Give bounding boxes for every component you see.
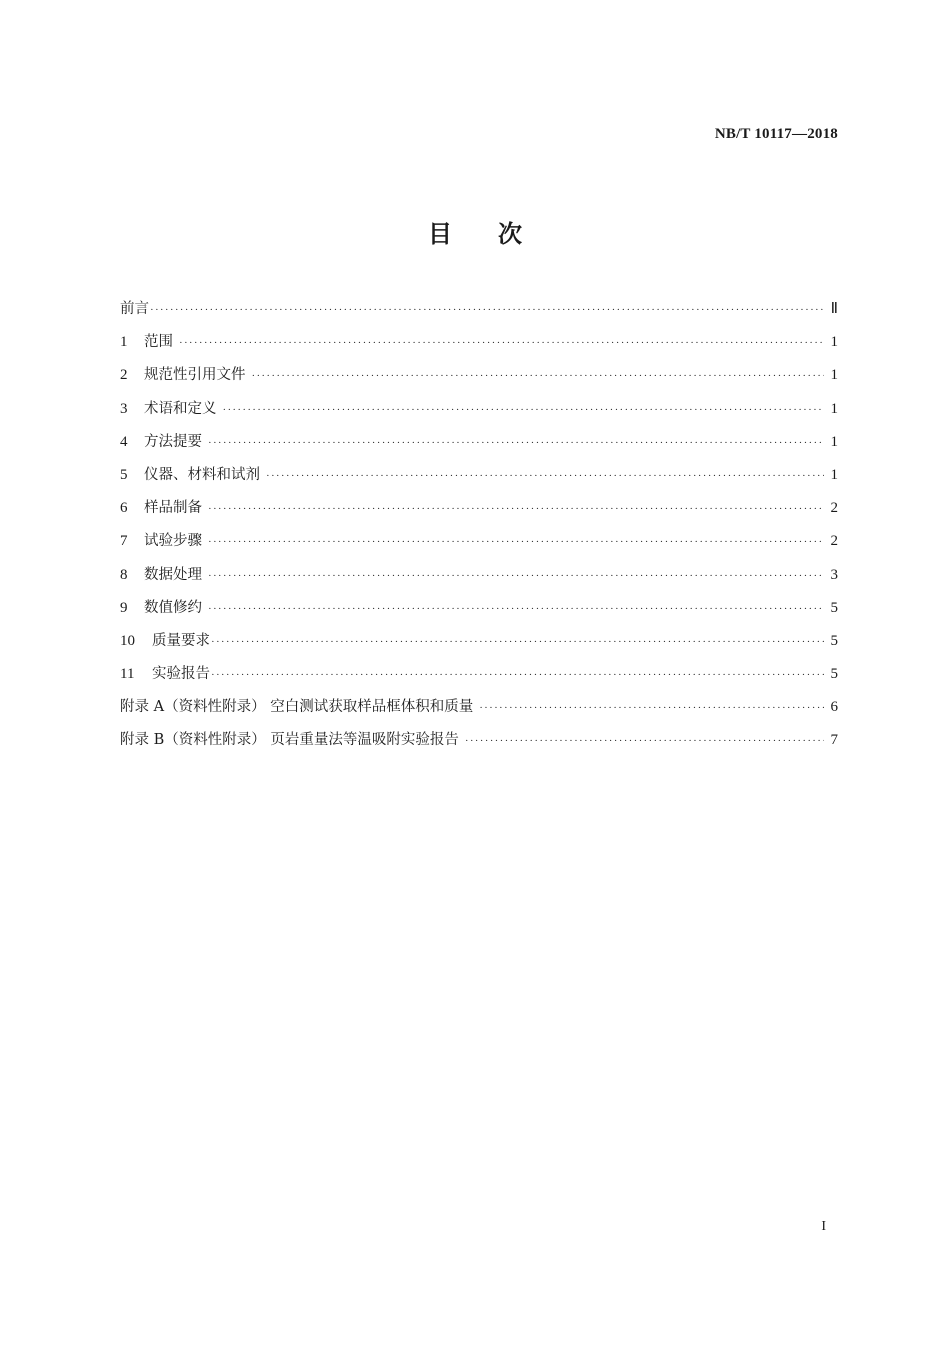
toc-entry-appendix-a[interactable] <box>120 695 838 728</box>
toc-entry-page: 6 <box>830 699 838 716</box>
toc-entry-11[interactable] <box>120 662 838 695</box>
toc-entry-page: Ⅱ <box>830 301 838 317</box>
toc-entry-number: 3 <box>120 400 128 417</box>
toc-entry-foreword[interactable] <box>120 297 838 330</box>
toc-entry-number: 1 <box>120 334 128 351</box>
toc-entry-8[interactable] <box>120 563 838 596</box>
toc-dot-leader <box>208 503 824 515</box>
toc-dot-leader <box>465 735 824 747</box>
page-number: I <box>821 1219 826 1234</box>
toc-entry-page: 1 <box>830 400 838 417</box>
toc-entry-number: 10 <box>120 632 135 649</box>
toc-entry-label: 试验步骤 <box>144 533 202 550</box>
toc-entry-page: 1 <box>830 334 838 351</box>
toc-dot-leader <box>208 570 824 582</box>
toc-entry-label: 样品制备 <box>144 500 202 517</box>
toc-dot-leader <box>211 669 824 681</box>
toc-entry-label: 方法提要 <box>144 433 202 450</box>
toc-entry-2[interactable] <box>120 363 838 396</box>
toc-entry-label: 质量要求 <box>152 632 210 649</box>
toc-dot-leader <box>208 603 824 615</box>
toc-entry-label: 数值修约 <box>144 599 202 616</box>
toc-entry-7[interactable] <box>120 529 838 562</box>
toc-entry-10[interactable] <box>120 629 838 662</box>
toc-entry-label: 附录 B（资料性附录） 页岩重量法等温吸附实验报告 <box>120 732 459 749</box>
toc-entry-page: 2 <box>830 500 838 517</box>
toc-entry-page: 2 <box>830 533 838 550</box>
toc-entry-page: 5 <box>830 666 838 683</box>
toc-entry-label: 数据处理 <box>144 566 202 583</box>
toc-title: 目次 <box>428 220 568 248</box>
toc-dot-leader <box>252 370 825 382</box>
toc-dot-leader <box>266 470 824 482</box>
toc-entry-label: 前言 <box>120 301 149 317</box>
toc-entry-page: 5 <box>830 632 838 649</box>
toc-entry-4[interactable] <box>120 430 838 463</box>
toc-entry-number: 8 <box>120 566 128 583</box>
toc-entry-page: 1 <box>830 466 838 483</box>
toc-entry-3[interactable] <box>120 397 838 430</box>
toc-entry-number: 6 <box>120 500 128 517</box>
toc-entry-1[interactable] <box>120 330 838 363</box>
toc-entry-page: 3 <box>830 566 838 583</box>
toc-entry-6[interactable] <box>120 496 838 529</box>
toc-entry-number: 2 <box>120 367 128 384</box>
toc-dot-leader <box>223 404 825 416</box>
toc-entry-number: 5 <box>120 466 128 483</box>
toc-entry-label: 实验报告 <box>152 666 210 683</box>
toc-dot-leader <box>208 437 824 449</box>
toc-entry-appendix-b[interactable] <box>120 728 838 761</box>
table-of-contents <box>120 297 838 762</box>
toc-entry-page: 1 <box>830 433 838 450</box>
toc-entry-number: 11 <box>120 666 135 683</box>
toc-entry-number: 7 <box>120 533 128 550</box>
toc-entry-page: 1 <box>830 367 838 384</box>
toc-entry-label: 附录 A（资料性附录） 空白测试获取样品框体积和质量 <box>120 699 474 716</box>
toc-entry-label: 范围 <box>144 334 173 351</box>
toc-entry-9[interactable] <box>120 596 838 629</box>
toc-entry-number: 9 <box>120 599 128 616</box>
toc-dot-leader <box>479 702 824 714</box>
toc-dot-leader <box>208 536 824 548</box>
toc-dot-leader <box>211 636 824 648</box>
toc-entry-label: 术语和定义 <box>144 400 217 417</box>
toc-dot-leader <box>150 304 824 316</box>
toc-entry-page: 7 <box>830 732 838 749</box>
toc-entry-number: 4 <box>120 433 128 450</box>
toc-entry-page: 5 <box>830 599 838 616</box>
toc-entry-label: 仪器、材料和试剂 <box>144 466 260 483</box>
toc-dot-leader <box>179 337 824 349</box>
standard-number: NB/T 10117—2018 <box>714 126 838 142</box>
toc-entry-label: 规范性引用文件 <box>144 367 246 384</box>
toc-entry-5[interactable] <box>120 463 838 496</box>
